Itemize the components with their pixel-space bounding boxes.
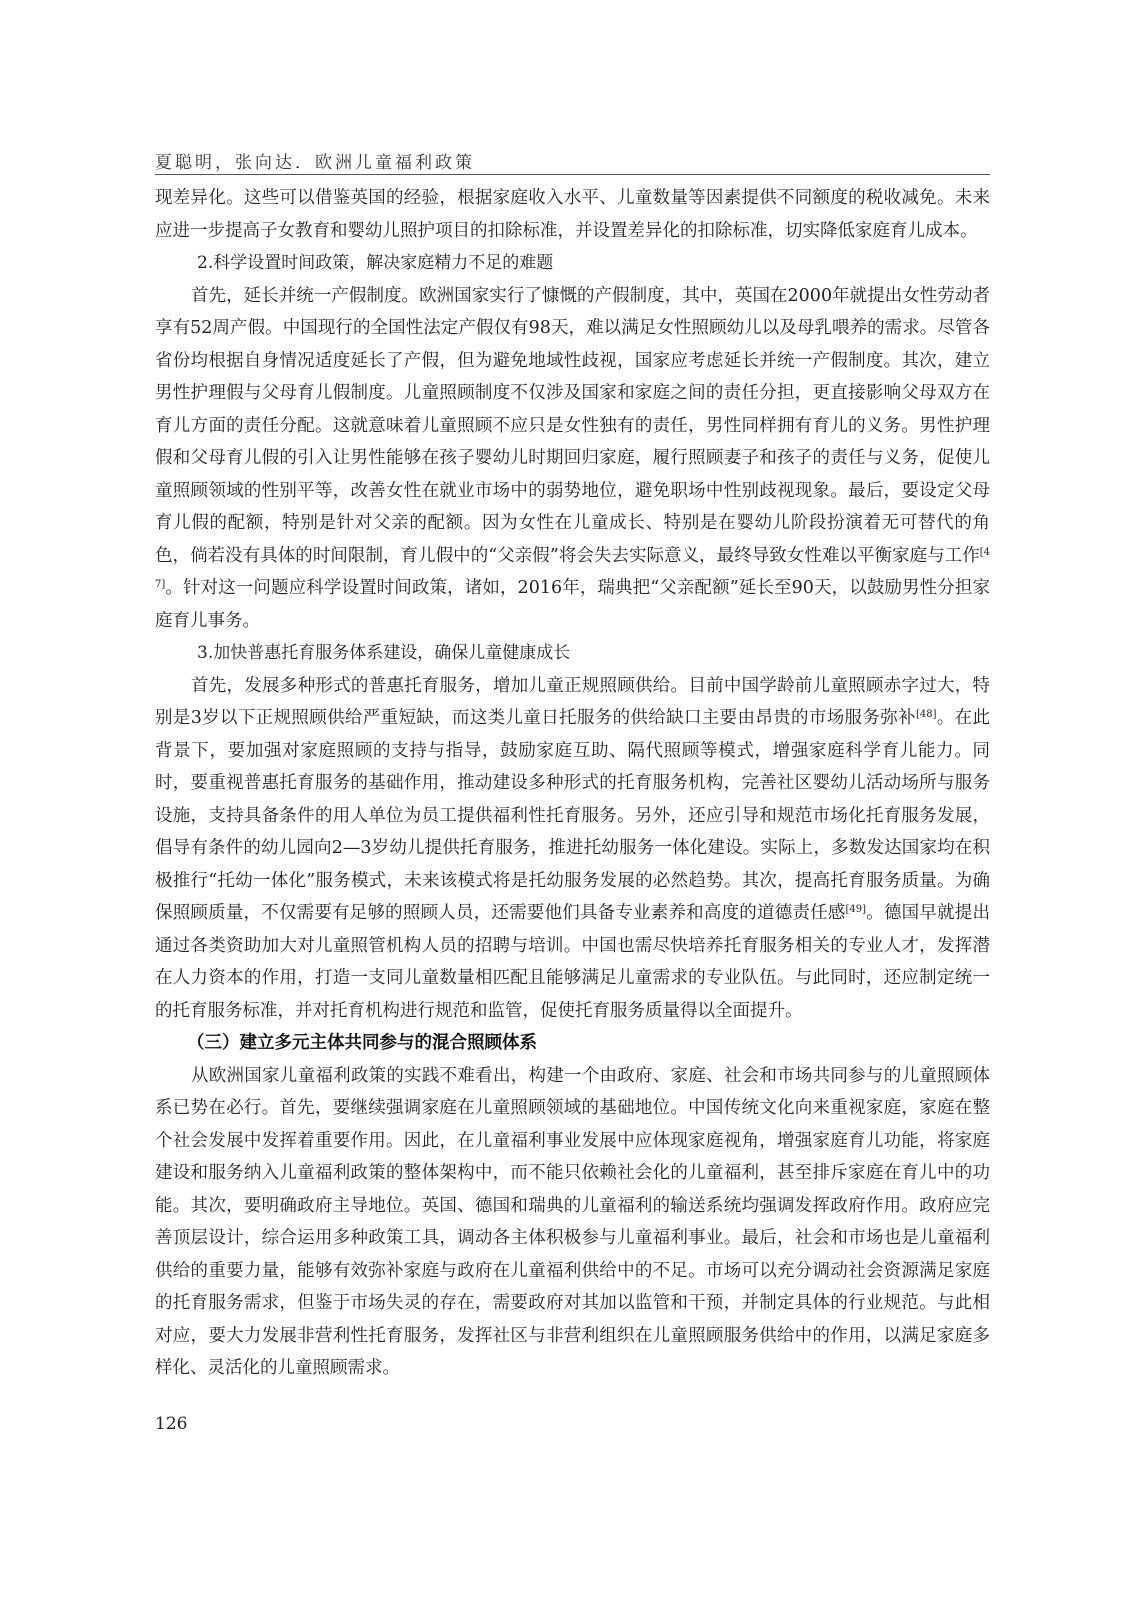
citation-49: [49] [845,904,867,915]
running-head: 夏聪明，张向达．欧洲儿童福利政策 [155,153,475,173]
subheading-childcare-services: 3.加快普惠托育服务体系建设，确保儿童健康成长 [197,643,571,663]
paragraph-text: 。德国早就提出通过各类资助加大对儿童照管机构人员的招聘与培训。中国也需尽快培养托育服务相关的专业人才，发挥潜在人力资本的作用，打造一支同儿童数量相匹配且能够满足儿童需求的专业队伍。与此同时，还应制定统一的托育服务标准，并对托育机构进行规范和监管，促使托育服务质量得以全面提升。 [155,903,991,1021]
paragraph-childcare [155,670,990,1028]
paragraph-text: 首先，发展多种形式的普惠托育服务，增加儿童正规照顾供给。目前中国学龄前儿童照顾赤字过大，特别是3岁以下正规照顾供给严重短缺，而这类儿童日托服务的供给缺口主要由昂贵的市场服务弥补 [155,675,990,728]
header-rule [155,174,990,175]
citation-48: [48] [915,709,937,720]
paragraph-text: 首先，延长并统一产假制度。欧洲国家实行了慷慨的产假制度，其中，英国在2000年就提出女性劳动者享有52周产假。中国现行的全国性法定产假仅有98天，难以满足女性照顾幼儿以及母乳喂养的需求。尽管各省份均根据自身情况适度延长了产假，但为避免地域性歧视，国家应考虑延长并统一产假制度。其次，建立男性护理假与父母育儿假制度。儿童照顾制度不仅涉及国家和家庭之间的责任分担，更直接影响父母双方在育儿方面的责任分配。这就意味着儿童照顾不应只是女性独有的责任，男性同样拥有育儿的义务。男性护理假和父母育儿假的引入让男性能够在孩子婴幼儿时期回归家庭，履行照顾妻子和孩子的责任与义务，促使儿童照顾领域的性别平等，改善女性在就业市场中的弱势地位，避免职场中性别歧视现象。最后，要设定父母育儿假的配额，特别是针对父亲的配额。因为女性在儿童成长、特别是在婴幼儿阶段扮演着无可替代的角色，倘若没有具体的时间限制，育儿假中的“父亲假”将会失去实际意义，最终导致女性难以平衡家庭与工作 [155,285,990,566]
subheading-time-policy: 2.科学设置时间政策，解决家庭精力不足的难题 [197,253,554,273]
paragraph-continued: 现差异化。这些可以借鉴英国的经验，根据家庭收入水平、儿童数量等因素提供不同额度的税收减免。未来应进一步提高子女教育和婴幼儿照护项目的扣除标准，并设置差异化的扣除标准，切实降低家庭育儿成本。 [155,188,990,241]
citation-47: [47] [155,546,990,590]
paragraph-text: 。在此背景下，要加强对家庭照顾的支持与指导，鼓励家庭互助、隔代照顾等模式，增强家庭科学育儿能力。同时，要重视普惠托育服务的基础作用，推动建设多种形式的托育服务机构，完善社区婴幼儿活动场所与服务设施，支持具备条件的用人单位为员工提供福利性托育服务。另外，还应引导和规范市场化托育服务发展，倡导有条件的幼儿园向2—3岁幼儿提供托育服务，推进托幼服务一体化建设。实际上，多数发达国家均在积极推行“托幼一体化”服务模式，未来该模式将是托幼服务发展的必然趋势。其次，提高托育服务质量。为确保照顾质量，不仅需要有足够的照顾人员，还需要他们具备专业素养和高度的道德责任感 [155,708,991,923]
article-body [155,182,990,1385]
paragraph-mixed-care: 从欧洲国家儿童福利政策的实践不难看出，构建一个由政府、家庭、社会和市场共同参与的儿童照顾体系已势在必行。首先，要继续强调家庭在儿童照顾领域的基础地位。中国传统文化向来重视家庭，家庭在整个社会发展中发挥着重要作用。因此，在儿童福利事业发展中应体现家庭视角，增强家庭育儿功能，将家庭建设和服务纳入儿童福利政策的整体架构中，而不能只依赖社会化的儿童福利，甚至排斥家庭在育儿中的功能。其次，要明确政府主导地位。英国、德国和瑞典的儿童福利的输送系统均强调发挥政府作用。政府应完善顶层设计，综合运用多种政策工具，调动各主体积极参与儿童福利事业。最后，社会和市场也是儿童福利供给的重要力量，能够有效弥补家庭与政府在儿童福利供给中的不足。市场可以充分调动社会资源满足家庭的托育服务需求，但鉴于市场失灵的存在，需要政府对其加以监管和干预，并制定具体的行业规范。与此相对应，要大力发展非营利性托育服务，发挥社区与非营利组织在儿童照顾服务供给中的作用，以满足家庭多样化、灵活化的儿童照顾需求。 [155,1065,990,1378]
paragraph-text: 。针对这一问题应科学设置时间政策，诸如，2016年，瑞典把“父亲配额”延长至90天，以鼓励男性分担家庭育儿事务。 [155,578,990,631]
paragraph-maternity-leave [155,280,990,638]
page-number: 126 [155,1414,188,1434]
section-heading-mixed-care: （三）建立多元主体共同参与的混合照顾体系 [187,1033,537,1053]
